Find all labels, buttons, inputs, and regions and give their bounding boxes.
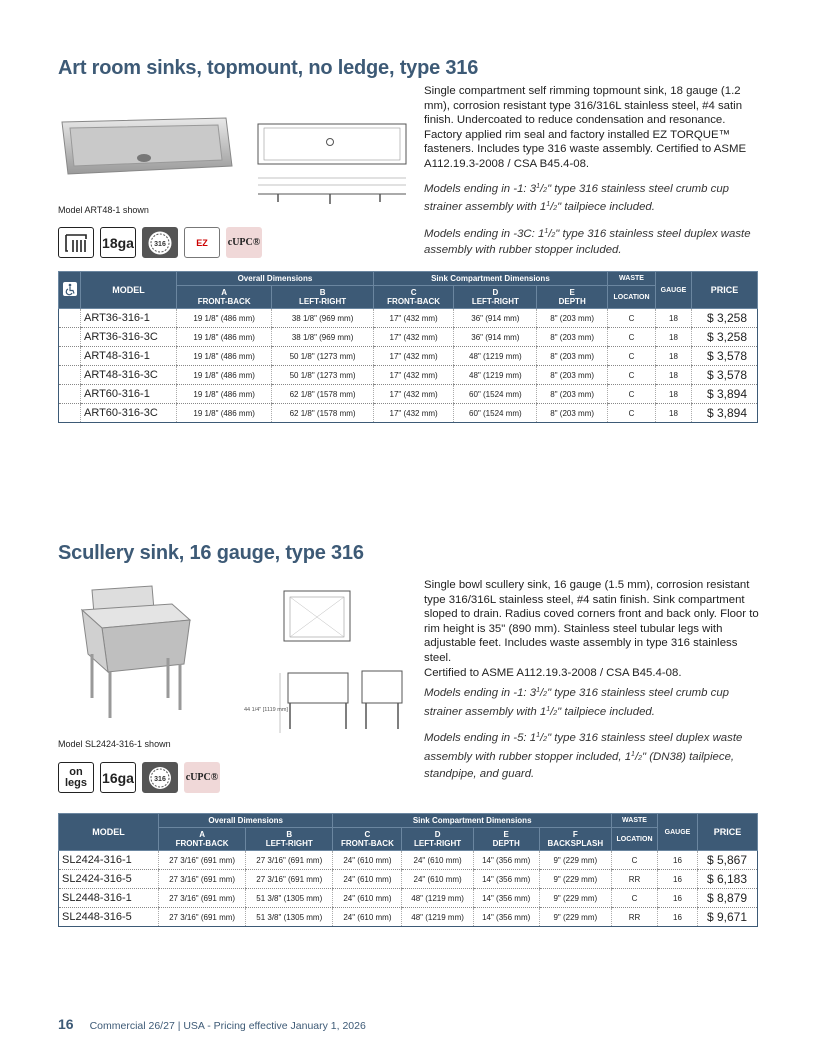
cell-price: $ 3,578 bbox=[692, 347, 758, 366]
cell-a: 19 1/8" (486 mm) bbox=[177, 309, 272, 328]
page-number: 16 bbox=[58, 1016, 74, 1032]
cupc-certification-logo: cUPC® bbox=[226, 227, 262, 258]
cell-a: 27 3/16" (691 mm) bbox=[159, 851, 246, 870]
scullery-sink-note-2: Models ending in -5: $1^1/2$" type 316 stainless steel duplex waste assembly with rubber stopper included, $1^1/2$" (DN38) tailpiece, standpipe, and guard. bbox=[424, 732, 743, 780]
art-sink-photo bbox=[58, 92, 238, 192]
cell-gauge: 18 bbox=[656, 385, 692, 404]
cell-e: 14" (356 mm) bbox=[473, 851, 539, 870]
cell-f: 9" (229 mm) bbox=[539, 851, 611, 870]
footer-text: Commercial 26/27 | USA - Pricing effective January 1, 2026 bbox=[89, 1020, 366, 1032]
scullery-sink-badges bbox=[58, 762, 220, 793]
col-a-header: A FRONT-BACK bbox=[177, 286, 272, 309]
cell-e: 8" (203 mm) bbox=[537, 309, 608, 328]
cell-model: ART60-316-1 bbox=[81, 385, 177, 404]
cell-price: $ 3,894 bbox=[692, 385, 758, 404]
cell-b: 51 3/8" (1305 mm) bbox=[246, 908, 333, 927]
cell-gauge: 16 bbox=[658, 870, 698, 889]
ada-cell bbox=[59, 328, 81, 347]
cell-c: 17" (432 mm) bbox=[373, 404, 454, 423]
overall-dimensions-header: Overall Dimensions bbox=[159, 814, 333, 828]
gauge-16-badge: 16ga bbox=[100, 762, 136, 793]
col-c-header: C FRONT-BACK bbox=[333, 828, 402, 851]
cell-d: 24" (610 mm) bbox=[402, 851, 473, 870]
section-title-scullery-sink: Scullery sink, 16 gauge, type 316 bbox=[58, 542, 364, 564]
art-sink-caption: Model ART48-1 shown bbox=[58, 205, 149, 215]
cell-d: 48" (1219 mm) bbox=[402, 908, 473, 927]
location-header: LOCATION bbox=[612, 828, 658, 851]
cell-waste: C bbox=[612, 889, 658, 908]
cell-a: 19 1/8" (486 mm) bbox=[177, 347, 272, 366]
cell-model: SL2448-316-5 bbox=[59, 908, 159, 927]
cell-waste: C bbox=[608, 328, 656, 347]
cell-e: 14" (356 mm) bbox=[473, 908, 539, 927]
table-row bbox=[59, 385, 758, 404]
ada-cell bbox=[59, 404, 81, 423]
cell-d: 60" (1524 mm) bbox=[454, 385, 537, 404]
col-e-header: E DEPTH bbox=[473, 828, 539, 851]
cell-b: 62 1/8" (1578 mm) bbox=[272, 385, 374, 404]
cell-d: 48" (1219 mm) bbox=[454, 347, 537, 366]
price-header: PRICE bbox=[698, 814, 758, 851]
cell-price: $ 3,578 bbox=[692, 366, 758, 385]
waste-header: WASTE bbox=[608, 272, 656, 286]
scullery-sink-note-1: Models ending in -1: $3^1/2$" type 316 stainless steel crumb cup strainer assembly with $1^1/2$" tailpiece included. bbox=[424, 687, 730, 718]
cell-gauge: 18 bbox=[656, 347, 692, 366]
ada-cell bbox=[59, 309, 81, 328]
cell-a: 19 1/8" (486 mm) bbox=[177, 366, 272, 385]
cell-model: SL2448-316-1 bbox=[59, 889, 159, 908]
cell-gauge: 16 bbox=[658, 908, 698, 927]
table-row bbox=[59, 870, 758, 889]
col-e-header: E DEPTH bbox=[537, 286, 608, 309]
model-header: MODEL bbox=[59, 814, 159, 851]
cell-e: 14" (356 mm) bbox=[473, 870, 539, 889]
price-header: PRICE bbox=[692, 272, 758, 309]
type-316-icon bbox=[142, 227, 178, 258]
compartment-dimensions-header: Sink Compartment Dimensions bbox=[373, 272, 607, 286]
ada-icon bbox=[59, 272, 81, 309]
cell-price: $ 8,879 bbox=[698, 889, 758, 908]
art-sink-description bbox=[424, 84, 764, 266]
cell-d: 48" (1219 mm) bbox=[402, 889, 473, 908]
cell-waste: C bbox=[612, 851, 658, 870]
cell-e: 8" (203 mm) bbox=[537, 366, 608, 385]
topmount-icon bbox=[58, 227, 94, 258]
cell-price: $ 6,183 bbox=[698, 870, 758, 889]
cell-a: 27 3/16" (691 mm) bbox=[159, 889, 246, 908]
cell-a: 27 3/16" (691 mm) bbox=[159, 870, 246, 889]
height-dimension-label: 44 1/4" [1119 mm] bbox=[244, 707, 288, 713]
gauge-18-badge: 18ga bbox=[100, 227, 136, 258]
cupc-certification-logo: cUPC® bbox=[184, 762, 220, 793]
cell-c: 24" (610 mm) bbox=[333, 889, 402, 908]
cell-price: $ 3,258 bbox=[692, 309, 758, 328]
cell-b: 38 1/8" (969 mm) bbox=[272, 309, 374, 328]
cell-price: $ 3,258 bbox=[692, 328, 758, 347]
col-d-header: D LEFT-RIGHT bbox=[454, 286, 537, 309]
cell-d: 36" (914 mm) bbox=[454, 309, 537, 328]
section-title-art-room-sinks: Art room sinks, topmount, no ledge, type 316 bbox=[58, 57, 479, 79]
cell-waste: RR bbox=[612, 870, 658, 889]
cell-d: 24" (610 mm) bbox=[402, 870, 473, 889]
cell-price: $ 3,894 bbox=[692, 404, 758, 423]
scullery-sink-caption: Model SL2424-316-1 shown bbox=[58, 739, 171, 749]
cell-f: 9" (229 mm) bbox=[539, 908, 611, 927]
cell-c: 24" (610 mm) bbox=[333, 870, 402, 889]
ez-torque-logo: EZ bbox=[184, 227, 220, 258]
model-header: MODEL bbox=[81, 272, 177, 309]
cell-a: 19 1/8" (486 mm) bbox=[177, 404, 272, 423]
svg-text:316: 316 bbox=[154, 240, 166, 248]
cell-b: 38 1/8" (969 mm) bbox=[272, 328, 374, 347]
cell-model: SL2424-316-1 bbox=[59, 851, 159, 870]
cell-c: 17" (432 mm) bbox=[373, 385, 454, 404]
cell-c: 24" (610 mm) bbox=[333, 851, 402, 870]
col-c-header: C FRONT-BACK bbox=[373, 286, 454, 309]
table-row bbox=[59, 366, 758, 385]
table-row bbox=[59, 347, 758, 366]
cell-waste: C bbox=[608, 404, 656, 423]
svg-text:316: 316 bbox=[154, 775, 166, 783]
cell-e: 8" (203 mm) bbox=[537, 385, 608, 404]
gauge-header: GAUGE bbox=[656, 272, 692, 309]
cell-gauge: 16 bbox=[658, 851, 698, 870]
cell-e: 8" (203 mm) bbox=[537, 347, 608, 366]
ada-cell bbox=[59, 385, 81, 404]
compartment-dimensions-header: Sink Compartment Dimensions bbox=[333, 814, 612, 828]
table-row bbox=[59, 328, 758, 347]
cell-e: 14" (356 mm) bbox=[473, 889, 539, 908]
art-sink-badges bbox=[58, 227, 262, 258]
ada-cell bbox=[59, 366, 81, 385]
cell-gauge: 18 bbox=[656, 328, 692, 347]
cell-c: 17" (432 mm) bbox=[373, 366, 454, 385]
type-316-icon bbox=[142, 762, 178, 793]
cell-d: 36" (914 mm) bbox=[454, 328, 537, 347]
cell-gauge: 18 bbox=[656, 366, 692, 385]
cell-b: 50 1/8" (1273 mm) bbox=[272, 366, 374, 385]
table-row bbox=[59, 908, 758, 927]
cell-f: 9" (229 mm) bbox=[539, 889, 611, 908]
cell-waste: C bbox=[608, 347, 656, 366]
gauge-header: GAUGE bbox=[658, 814, 698, 851]
scullery-sink-drawing bbox=[240, 585, 415, 735]
cell-d: 60" (1524 mm) bbox=[454, 404, 537, 423]
cell-b: 27 3/16" (691 mm) bbox=[246, 870, 333, 889]
cell-gauge: 18 bbox=[656, 309, 692, 328]
cell-a: 19 1/8" (486 mm) bbox=[177, 328, 272, 347]
cell-waste: C bbox=[608, 309, 656, 328]
cell-waste: C bbox=[608, 385, 656, 404]
cell-price: $ 9,671 bbox=[698, 908, 758, 927]
col-b-header: B LEFT-RIGHT bbox=[246, 828, 333, 851]
col-b-header: B LEFT-RIGHT bbox=[272, 286, 374, 309]
cell-model: ART36-316-1 bbox=[81, 309, 177, 328]
col-d-header: D LEFT-RIGHT bbox=[402, 828, 473, 851]
cell-c: 17" (432 mm) bbox=[373, 347, 454, 366]
cell-gauge: 18 bbox=[656, 404, 692, 423]
art-sink-spec-table bbox=[58, 271, 758, 423]
cell-c: 17" (432 mm) bbox=[373, 309, 454, 328]
cell-c: 17" (432 mm) bbox=[373, 328, 454, 347]
cell-model: ART36-316-3C bbox=[81, 328, 177, 347]
cell-waste: C bbox=[608, 366, 656, 385]
scullery-sink-description-text: Single bowl scullery sink, 16 gauge (1.5 mm), corrosion resistant type 316/316L stainless steel, #4 satin finish. Sink compartment sloped to drain. Radius coved corners front and back only. Floor to rim height is 35" (890 mm). Stainless steel tubular legs with adjustable feet. Includes waste assembly in type 316 stainless steel. Certified to ASME A112.19.3-2008 / CSA B45.4-08. bbox=[424, 579, 759, 679]
cell-e: 8" (203 mm) bbox=[537, 404, 608, 423]
cell-b: 50 1/8" (1273 mm) bbox=[272, 347, 374, 366]
cell-model: SL2424-316-5 bbox=[59, 870, 159, 889]
cell-model: ART48-316-1 bbox=[81, 347, 177, 366]
table-row bbox=[59, 851, 758, 870]
scullery-sink-spec-table bbox=[58, 813, 758, 927]
table-row bbox=[59, 309, 758, 328]
cell-b: 51 3/8" (1305 mm) bbox=[246, 889, 333, 908]
page-footer bbox=[58, 1016, 366, 1032]
art-sink-note-1: Models ending in -1: $3^1/2$" type 316 stainless steel crumb cup strainer assembly with $1^1/2$" tailpiece included. bbox=[424, 182, 730, 214]
cell-gauge: 16 bbox=[658, 889, 698, 908]
cell-a: 19 1/8" (486 mm) bbox=[177, 385, 272, 404]
cell-a: 27 3/16" (691 mm) bbox=[159, 908, 246, 927]
art-sink-note-2: Models ending in -3C: $1^1/2$" type 316 stainless steel duplex waste assembly with rubber stopper included. bbox=[424, 227, 751, 257]
cell-b: 27 3/16" (691 mm) bbox=[246, 851, 333, 870]
cell-e: 8" (203 mm) bbox=[537, 328, 608, 347]
col-a-header: A FRONT-BACK bbox=[159, 828, 246, 851]
scullery-sink-photo bbox=[72, 580, 202, 725]
scullery-sink-description bbox=[424, 578, 764, 789]
ada-cell bbox=[59, 347, 81, 366]
cell-price: $ 5,867 bbox=[698, 851, 758, 870]
cell-model: ART48-316-3C bbox=[81, 366, 177, 385]
location-header: LOCATION bbox=[608, 286, 656, 309]
cell-b: 62 1/8" (1578 mm) bbox=[272, 404, 374, 423]
overall-dimensions-header: Overall Dimensions bbox=[177, 272, 374, 286]
waste-header: WASTE bbox=[612, 814, 658, 828]
on-legs-badge: on legs bbox=[58, 762, 94, 793]
cell-model: ART60-316-3C bbox=[81, 404, 177, 423]
table-row bbox=[59, 889, 758, 908]
cell-f: 9" (229 mm) bbox=[539, 870, 611, 889]
col-f-header: F BACKSPLASH bbox=[539, 828, 611, 851]
cell-c: 24" (610 mm) bbox=[333, 908, 402, 927]
cell-waste: RR bbox=[612, 908, 658, 927]
cell-d: 48" (1219 mm) bbox=[454, 366, 537, 385]
table-row bbox=[59, 404, 758, 423]
art-sink-description-text: Single compartment self rimming topmount sink, 18 gauge (1.2 mm), corrosion resistant type 316/316L stainless steel, #4 satin finish. Undercoated to reduce condensation and resonance. Factory applied rim seal and factory installed EZ TORQUE™ fasteners. Includes type 316 waste assembly. Certified to ASME A112.19.3-2008 / CSA B45.4-08. bbox=[424, 85, 747, 170]
art-sink-drawing bbox=[250, 118, 415, 218]
